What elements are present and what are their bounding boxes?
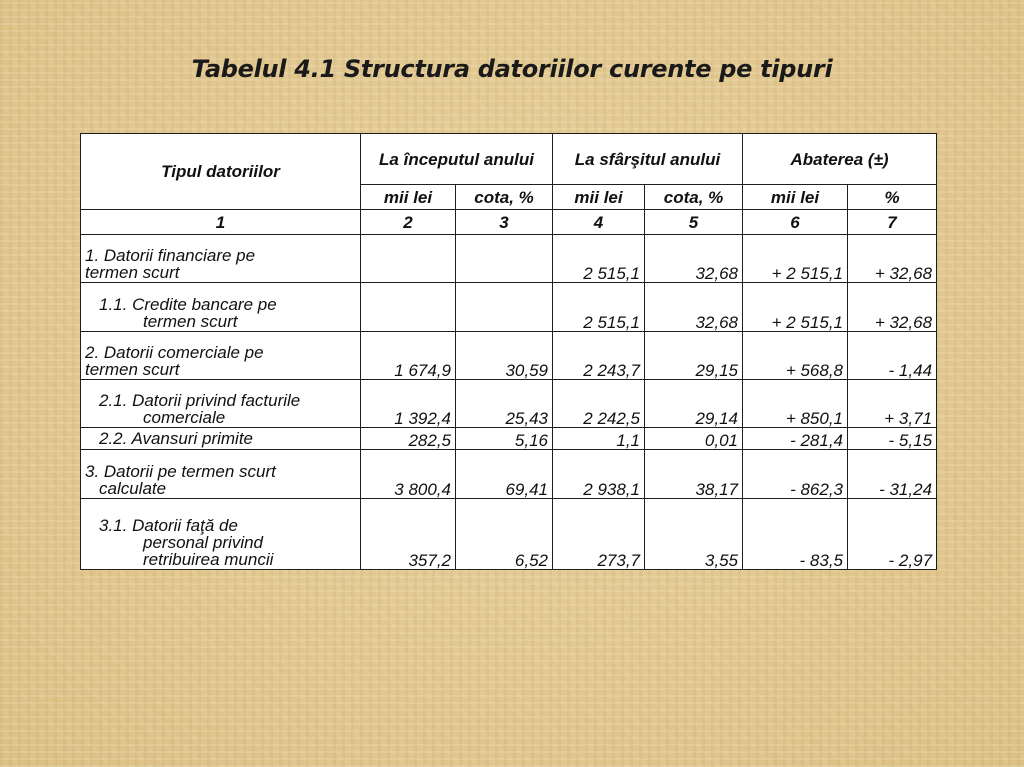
- cell-end-value: 273,7: [553, 498, 645, 569]
- column-number: 1: [81, 210, 361, 235]
- column-number: 5: [645, 210, 743, 235]
- header-type-of-debt: Tipul datoriilor: [81, 134, 361, 210]
- row-label-line: 2.1. Datorii privind facturile: [99, 391, 301, 411]
- row-label-line: personal privind: [143, 533, 264, 552]
- cell-begin-share: [456, 235, 553, 283]
- cell-dev-value: + 2 515,1: [743, 283, 848, 331]
- subheader-cell: cota, %: [645, 185, 743, 210]
- row-label-line: calculate: [99, 478, 167, 498]
- subheader-cell: %: [848, 185, 937, 210]
- row-label: [81, 331, 361, 379]
- subheader-cell: cota, %: [456, 185, 553, 210]
- cell-begin-share: 30,59: [456, 331, 553, 379]
- column-number: 7: [848, 210, 937, 235]
- column-number: 6: [743, 210, 848, 235]
- cell-end-value: 2 242,5: [553, 379, 645, 427]
- cell-dev-percent: + 32,68: [848, 235, 937, 283]
- table-row: [81, 283, 937, 331]
- cell-dev-percent: - 5,15: [848, 428, 937, 450]
- cell-dev-value: - 83,5: [743, 498, 848, 569]
- row-label-line: 1.1. Credite bancare pe: [99, 294, 277, 314]
- cell-dev-percent: - 31,24: [848, 450, 937, 498]
- row-label: [81, 498, 361, 569]
- row-label-line: 2. Datorii comerciale pe: [85, 342, 264, 362]
- cell-end-value: 2 243,7: [553, 331, 645, 379]
- cell-begin-share: [456, 283, 553, 331]
- row-label-line: comerciale: [143, 408, 226, 428]
- row-label-line: termen scurt: [85, 359, 180, 379]
- cell-begin-share: 6,52: [456, 498, 553, 569]
- row-label-line: 3. Datorii pe termen scurt: [85, 461, 276, 481]
- table-row: [81, 235, 937, 283]
- cell-begin-value: [361, 283, 456, 331]
- row-label-line: 3.1. Datorii faţă de: [99, 516, 238, 535]
- row-label: [81, 428, 361, 450]
- cell-end-value: 2 938,1: [553, 450, 645, 498]
- row-label-line: 1. Datorii financiare pe: [85, 246, 256, 266]
- table-row: [81, 498, 937, 569]
- column-number: 3: [456, 210, 553, 235]
- row-label-line: retribuirea muncii: [143, 550, 274, 569]
- slide-title: Tabelul 4.1 Structura datoriilor curente pe tipuri: [191, 55, 833, 83]
- cell-dev-percent: + 32,68: [848, 283, 937, 331]
- cell-begin-share: 69,41: [456, 450, 553, 498]
- debt-structure-table-image: [80, 133, 936, 570]
- header-end-of-year: La sfârşitul anului: [553, 134, 743, 185]
- cell-end-value: 2 515,1: [553, 283, 645, 331]
- table-row: [81, 450, 937, 498]
- cell-end-share: 32,68: [645, 283, 743, 331]
- debt-structure-table: [80, 133, 937, 570]
- cell-begin-value: 1 392,4: [361, 379, 456, 427]
- cell-end-value: 2 515,1: [553, 235, 645, 283]
- cell-dev-value: - 281,4: [743, 428, 848, 450]
- cell-dev-value: - 862,3: [743, 450, 848, 498]
- table-row: [81, 379, 937, 427]
- cell-end-share: 29,15: [645, 331, 743, 379]
- row-label: [81, 283, 361, 331]
- cell-end-share: 32,68: [645, 235, 743, 283]
- cell-end-value: 1,1: [553, 428, 645, 450]
- cell-end-share: 3,55: [645, 498, 743, 569]
- subheader-cell: mii lei: [553, 185, 645, 210]
- cell-begin-value: 282,5: [361, 428, 456, 450]
- cell-begin-value: 357,2: [361, 498, 456, 569]
- row-label: [81, 450, 361, 498]
- cell-begin-share: 5,16: [456, 428, 553, 450]
- row-label-line: termen scurt: [143, 311, 238, 331]
- cell-dev-value: + 850,1: [743, 379, 848, 427]
- cell-end-share: 0,01: [645, 428, 743, 450]
- table-row: [81, 331, 937, 379]
- header-deviation: Abaterea (±): [743, 134, 937, 185]
- column-number: 4: [553, 210, 645, 235]
- row-label-line: termen scurt: [85, 263, 180, 283]
- header-beginning-of-year: La începutul anului: [361, 134, 553, 185]
- row-label-line: 2.2. Avansuri primite: [99, 429, 254, 449]
- cell-dev-value: + 2 515,1: [743, 235, 848, 283]
- cell-begin-value: [361, 235, 456, 283]
- row-label: [81, 379, 361, 427]
- cell-dev-percent: + 3,71: [848, 379, 937, 427]
- cell-begin-share: 25,43: [456, 379, 553, 427]
- column-number: 2: [361, 210, 456, 235]
- cell-begin-value: 1 674,9: [361, 331, 456, 379]
- cell-dev-percent: - 2,97: [848, 498, 937, 569]
- cell-dev-percent: - 1,44: [848, 331, 937, 379]
- subheader-cell: mii lei: [743, 185, 848, 210]
- table-row: [81, 428, 937, 450]
- cell-begin-value: 3 800,4: [361, 450, 456, 498]
- cell-end-share: 38,17: [645, 450, 743, 498]
- row-label: [81, 235, 361, 283]
- cell-end-share: 29,14: [645, 379, 743, 427]
- cell-dev-value: + 568,8: [743, 331, 848, 379]
- subheader-cell: mii lei: [361, 185, 456, 210]
